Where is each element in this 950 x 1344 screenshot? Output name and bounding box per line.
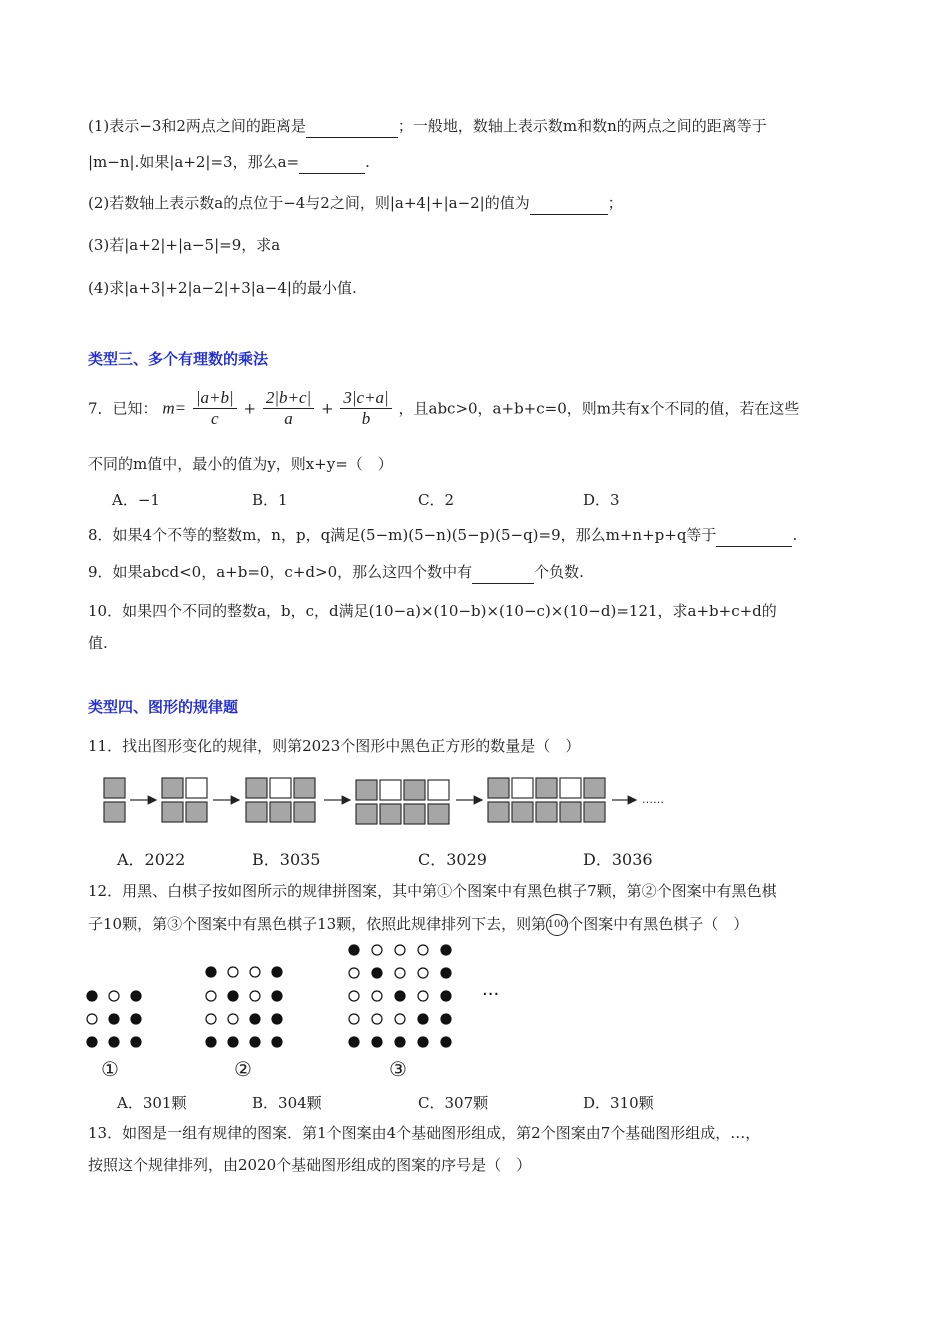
q2-blank[interactable] (530, 192, 608, 215)
q4-text: (4)求|a+3|+2|a−2|+3|a−4|的最小值. (88, 279, 357, 297)
q1-text-a: (1)表示−3和2两点之间的距离是 (88, 117, 306, 135)
q7-fraction-1 (193, 388, 237, 429)
q8-text: 8．如果4个不等的整数m，n，p，q满足(5−m)(5−n)(5−p)(5−q)=9，那么m+n+p+q等于 (88, 526, 717, 544)
q12-option-d[interactable]: D．310颗 (583, 1094, 654, 1112)
q12-line2-b: 个图案中有黑色棋子（ ） (568, 915, 749, 933)
q10-line2: 值. (88, 634, 108, 652)
q12-option-a[interactable]: A．301颗 (117, 1094, 187, 1112)
q7-f3-numerator: 3|c+a| (340, 388, 391, 409)
q7-m-eq: m= (162, 398, 187, 418)
q1-text-b: ；一般地，数轴上表示数m和数n的两点之间的距离等于 (397, 117, 767, 135)
q11-option-d[interactable]: D．3036 (583, 850, 653, 869)
q11-pattern-2 (162, 778, 207, 822)
q11-pattern-5 (488, 778, 605, 822)
q1-text-c: |m−n|.如果|a+2|=3，那么a= (88, 153, 300, 171)
q11-pattern-3 (246, 778, 315, 822)
q9-end: 个负数. (534, 563, 584, 581)
q11-option-c[interactable]: C．3029 (418, 850, 487, 869)
q11-pattern-4 (356, 780, 449, 824)
q12-more-dots: ··· (482, 984, 500, 1005)
q4-line (88, 277, 357, 299)
q7-option-a[interactable]: A．−1 (112, 491, 160, 509)
q12-circled-number: 100 (546, 914, 568, 936)
q12-pattern-2 (206, 967, 282, 1047)
q7-f1-numerator: |a+b| (193, 388, 237, 409)
q12-option-b[interactable]: B．304颗 (252, 1094, 322, 1112)
q11-option-a[interactable]: A．2022 (117, 850, 186, 869)
q12-option-c[interactable]: C．307颗 (418, 1094, 489, 1112)
q1-text-c-end: . (365, 153, 370, 171)
q12-line1: 12．用黑、白棋子按如图所示的规律拼图案，其中第①个图案中有黑色棋子7颗，第②个图案中有黑色棋 (88, 882, 777, 900)
q1-blank-2[interactable] (299, 151, 365, 174)
q11-line: 11．找出图形变化的规律，则第2023个图形中黑色正方形的数量是（ ） (88, 737, 581, 755)
q7-fraction-2 (263, 388, 314, 429)
q7-f3-denominator: b (361, 409, 371, 428)
q7-prefix: 7．已知： (88, 399, 158, 418)
q7-option-b[interactable]: B．1 (252, 491, 288, 509)
q13-line2: 按照这个规律排列，由2020个基础图形组成的图案的序号是（ ） (88, 1156, 532, 1174)
q7-plus-2: + (320, 399, 334, 418)
q7-plus-1: + (243, 399, 257, 418)
q7-suffix: ，且abc>0，a+b+c=0，则m共有x个不同的值，若在这些 (398, 399, 800, 418)
q7-f2-numerator: 2|b+c| (263, 388, 314, 409)
q3-line (88, 234, 280, 256)
q11-figure (96, 770, 676, 832)
q2-text-end: ； (607, 194, 623, 212)
q11-ellipsis: …… (642, 793, 664, 806)
q12-label-1: ① (101, 1057, 119, 1081)
q9-blank[interactable] (472, 561, 534, 584)
q12-pattern-1 (87, 991, 141, 1047)
q9-line (88, 561, 584, 584)
q7-line1 (88, 388, 799, 429)
q2-line (88, 192, 623, 215)
q1-line1 (88, 115, 767, 138)
q1-line2 (88, 151, 370, 174)
q1-blank-1[interactable] (306, 115, 398, 138)
q11-option-b[interactable]: B．3035 (252, 850, 321, 869)
q11-pattern-1 (104, 778, 125, 822)
q12-line2-a: 子10颗，第③个图案中有黑色棋子13颗，依照此规律排列下去，则第 (88, 915, 547, 933)
q2-text: (2)若数轴上表示数a的点位于−4与2之间，则|a+4|+|a−2|的值为 (88, 194, 530, 212)
q7-option-d[interactable]: D．3 (583, 491, 620, 509)
q12-pattern-3 (349, 945, 451, 1047)
q3-text: (3)若|a+2|+|a−5|=9，求a (88, 236, 281, 254)
q8-blank[interactable] (716, 524, 792, 547)
q8-end: . (792, 526, 798, 544)
q7-line2: 不同的m值中，最小的值为y，则x+y=（ ） (88, 455, 393, 473)
q7-fraction-3 (340, 388, 391, 429)
q8-line (88, 524, 797, 547)
q7-f1-denominator: c (211, 409, 219, 428)
q12-figure (80, 938, 520, 1088)
q12-label-2: ② (234, 1057, 252, 1081)
section3-heading: 类型三、多个有理数的乘法 (88, 350, 269, 368)
q7-option-c[interactable]: C．2 (418, 491, 455, 509)
section4-heading: 类型四、图形的规律题 (88, 698, 239, 716)
q12-line2 (88, 913, 748, 936)
q7-f2-denominator: a (284, 409, 293, 428)
q10-line1: 10．如果四个不同的整数a，b，c，d满足(10−a)×(10−b)×(10−c)×(10−d)=121，求a+b+c+d的 (88, 602, 777, 620)
q12-label-3: ③ (389, 1057, 407, 1081)
q13-line1: 13．如图是一组有规律的图案．第1个图案由4个基础图形组成，第2个图案由7个基础图形组成，…， (88, 1124, 761, 1142)
q9-text: 9．如果abcd<0，a+b=0，c+d>0，那么这四个数中有 (88, 563, 473, 581)
